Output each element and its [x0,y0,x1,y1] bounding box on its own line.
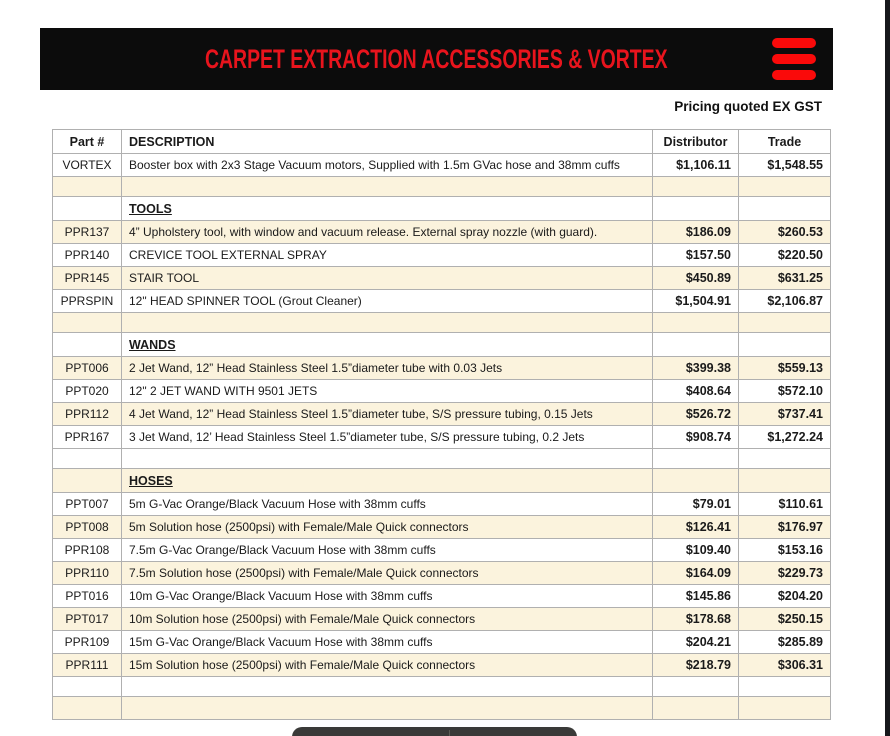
trade-price-cell [739,177,831,197]
distributor-price-cell: $908.74 [653,426,739,449]
trade-price-cell: $1,548.55 [739,154,831,177]
viewer-background-strip [885,0,890,736]
trade-price-cell [739,677,831,697]
spacer-row [53,313,831,333]
distributor-price-cell: $186.09 [653,221,739,244]
distributor-price-cell [653,469,739,493]
part-number-cell: PPR109 [53,631,122,654]
part-number-cell: PPRSPIN [53,290,122,313]
pdf-floating-toolbar[interactable] [292,727,577,736]
table-row [53,357,831,380]
distributor-price-cell: $178.68 [653,608,739,631]
distributor-price-cell [653,677,739,697]
description-cell: 4” Upholstery tool, with window and vacuum release. External spray nozzle (with guard). [122,221,653,244]
distributor-price-cell [653,197,739,221]
part-number-cell: PPT006 [53,357,122,380]
distributor-price-cell [653,449,739,469]
trade-price-cell [739,197,831,221]
description-cell: 10m G-Vac Orange/Black Vacuum Hose with 38mm cuffs [122,585,653,608]
trade-price-cell [739,449,831,469]
pricing-note: Pricing quoted EX GST [674,99,822,114]
trade-price-cell: $153.16 [739,539,831,562]
description-cell: 7.5m Solution hose (2500psi) with Female/Male Quick connectors [122,562,653,585]
trade-price-cell [739,697,831,720]
hamburger-bar [772,54,816,64]
distributor-price-cell: $1,106.11 [653,154,739,177]
part-number-cell: PPT008 [53,516,122,539]
description-cell [122,677,653,697]
part-number-cell: PPR167 [53,426,122,449]
part-number-cell: VORTEX [53,154,122,177]
section-title: WANDS [129,337,176,352]
part-number-cell [53,313,122,333]
trade-price-cell [739,333,831,357]
part-number-cell: PPR112 [53,403,122,426]
trade-price-cell: $220.50 [739,244,831,267]
distributor-price-cell: $145.86 [653,585,739,608]
distributor-price-cell [653,697,739,720]
table-row [53,654,831,677]
distributor-price-cell: $450.89 [653,267,739,290]
trade-price-cell [739,469,831,493]
description-cell [122,469,653,493]
description-cell: 5m Solution hose (2500psi) with Female/Male Quick connectors [122,516,653,539]
distributor-price-cell: $109.40 [653,539,739,562]
part-number-cell: PPT017 [53,608,122,631]
description-cell: 7.5m G-Vac Orange/Black Vacuum Hose with 38mm cuffs [122,539,653,562]
table-row [53,631,831,654]
trade-price-cell: $559.13 [739,357,831,380]
part-number-cell [53,197,122,221]
table-row [53,380,831,403]
description-cell: 15m Solution hose (2500psi) with Female/Male Quick connectors [122,654,653,677]
part-number-cell [53,177,122,197]
distributor-price-cell: $157.50 [653,244,739,267]
trade-price-cell: $260.53 [739,221,831,244]
distributor-price-cell: $164.09 [653,562,739,585]
section-title: HOSES [129,473,173,488]
part-number-cell: PPT016 [53,585,122,608]
table-row [53,516,831,539]
description-cell: 5m G-Vac Orange/Black Vacuum Hose with 38mm cuffs [122,493,653,516]
column-header-description: DESCRIPTION [122,130,653,154]
description-cell [122,177,653,197]
description-cell: Booster box with 2x3 Stage Vacuum motors, Supplied with 1.5m GVac hose and 38mm cuffs [122,154,653,177]
section-row [53,333,831,357]
distributor-price-cell: $126.41 [653,516,739,539]
description-cell: 3 Jet Wand, 12’ Head Stainless Steel 1.5”diameter tube, S/S pressure tubing, 0.2 Jets [122,426,653,449]
page-title: CARPET EXTRACTION ACCESSORIES & VORTEX [205,43,668,74]
description-cell: 4 Jet Wand, 12” Head Stainless Steel 1.5”diameter tube, S/S pressure tubing, 0.15 Jets [122,403,653,426]
distributor-price-cell: $1,504.91 [653,290,739,313]
table-row [53,221,831,244]
trade-price-cell: $250.15 [739,608,831,631]
table-row [53,426,831,449]
table-row [53,154,831,177]
description-cell: 12" 2 JET WAND WITH 9501 JETS [122,380,653,403]
part-number-cell: PPR137 [53,221,122,244]
price-table [52,129,831,720]
trade-price-cell: $572.10 [739,380,831,403]
part-number-cell [53,449,122,469]
trade-price-cell: $176.97 [739,516,831,539]
table-row [53,608,831,631]
part-number-cell: PPR145 [53,267,122,290]
part-number-cell: PPR108 [53,539,122,562]
spacer-row [53,449,831,469]
section-title: TOOLS [129,201,172,216]
section-row [53,197,831,221]
distributor-price-cell: $79.01 [653,493,739,516]
distributor-price-cell: $408.64 [653,380,739,403]
table-row [53,267,831,290]
part-number-cell: PPT020 [53,380,122,403]
trade-price-cell: $285.89 [739,631,831,654]
distributor-price-cell: $399.38 [653,357,739,380]
table-header-row [53,130,831,154]
distributor-price-cell [653,177,739,197]
toolbar-divider [449,730,450,736]
trade-price-cell [739,313,831,333]
hamburger-menu-icon[interactable] [772,38,816,80]
column-header-trade: Trade [739,130,831,154]
hamburger-bar [772,38,816,48]
hamburger-bar [772,70,816,80]
table-row [53,562,831,585]
table-row [53,493,831,516]
trade-price-cell: $737.41 [739,403,831,426]
table-row [53,697,831,720]
description-cell [122,313,653,333]
distributor-price-cell [653,333,739,357]
trade-price-cell: $110.61 [739,493,831,516]
table-row [53,403,831,426]
part-number-cell: PPR110 [53,562,122,585]
description-cell: CREVICE TOOL EXTERNAL SPRAY [122,244,653,267]
column-header-part: Part # [53,130,122,154]
table-row [53,585,831,608]
description-cell: 10m Solution hose (2500psi) with Female/Male Quick connectors [122,608,653,631]
part-number-cell: PPR140 [53,244,122,267]
distributor-price-cell: $204.21 [653,631,739,654]
spacer-row [53,677,831,697]
distributor-price-cell: $218.79 [653,654,739,677]
description-cell [122,449,653,469]
title-banner [40,28,833,90]
price-table-body [53,154,831,720]
trade-price-cell: $229.73 [739,562,831,585]
distributor-price-cell: $526.72 [653,403,739,426]
table-row [53,244,831,267]
description-cell [122,197,653,221]
description-cell [122,333,653,357]
part-number-cell: PPT007 [53,493,122,516]
trade-price-cell: $2,106.87 [739,290,831,313]
trade-price-cell: $631.25 [739,267,831,290]
spacer-row [53,177,831,197]
description-cell: 2 Jet Wand, 12” Head Stainless Steel 1.5”diameter tube with 0.03 Jets [122,357,653,380]
description-cell: STAIR TOOL [122,267,653,290]
description-cell: 15m G-Vac Orange/Black Vacuum Hose with 38mm cuffs [122,631,653,654]
part-number-cell [53,469,122,493]
trade-price-cell: $306.31 [739,654,831,677]
section-row [53,469,831,493]
table-row [53,539,831,562]
part-number-cell [53,333,122,357]
distributor-price-cell [653,313,739,333]
description-cell [122,697,653,720]
part-number-cell [53,677,122,697]
table-row [53,290,831,313]
trade-price-cell: $1,272.24 [739,426,831,449]
column-header-distributor: Distributor [653,130,739,154]
part-number-cell: PPR111 [53,654,122,677]
part-number-cell [53,697,122,720]
description-cell: 12" HEAD SPINNER TOOL (Grout Cleaner) [122,290,653,313]
trade-price-cell: $204.20 [739,585,831,608]
